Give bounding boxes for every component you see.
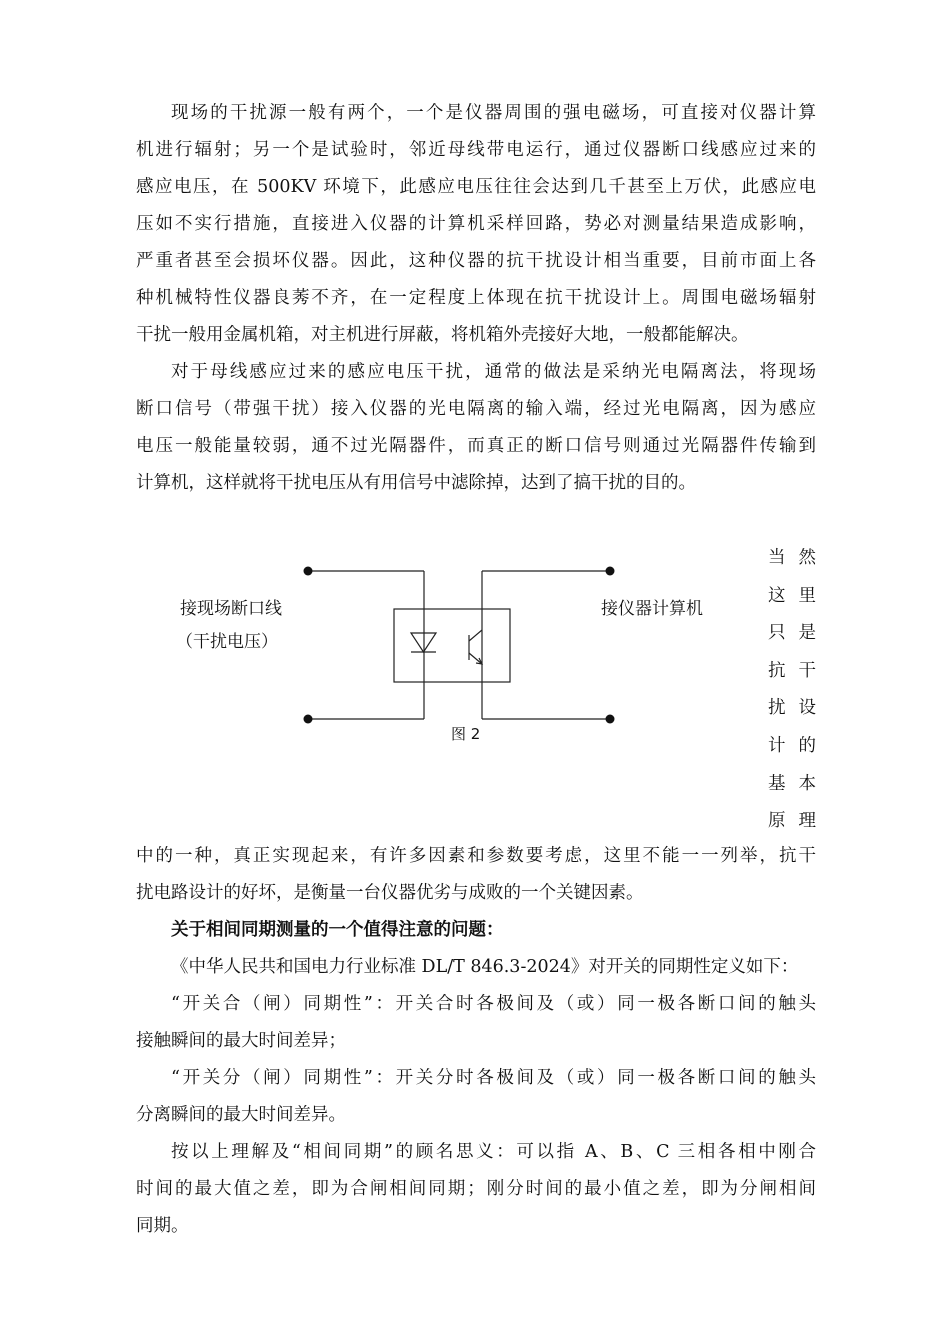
side-text-row bbox=[768, 690, 816, 728]
figure-caption: 图 2 bbox=[451, 725, 481, 743]
paragraph-closing-sync bbox=[136, 986, 816, 1060]
side-char: 然 bbox=[798, 548, 816, 568]
side-text-row bbox=[768, 766, 816, 804]
paragraph-standard bbox=[136, 949, 816, 986]
text-line: 现场的干扰源一般有两个，一个是仪器周围的强电磁场，可直接对仪器计算 bbox=[171, 103, 816, 123]
text-line: 种机械特性仪器良莠不齐，在一定程度上体现在抗干扰设计上。周围电磁场辐射 bbox=[136, 288, 816, 308]
text-line: 接触瞬间的最大时间差异； bbox=[136, 1031, 346, 1051]
text-line: 中的一种，真正实现起来，有许多因素和参数要考虑，这里不能一一列举，抗干 bbox=[136, 846, 816, 866]
text-line: “开关合（闸）同期性”：开关合时各极间及（或）同一极各断口间的触头 bbox=[171, 994, 816, 1014]
optocoupler-package bbox=[394, 609, 510, 682]
text-line: 感应电压，在 500KV 环境下，此感应电压往往会达到几千甚至上万伏，此感应电 bbox=[136, 177, 816, 197]
side-char: 计 bbox=[768, 735, 786, 756]
side-char: 的 bbox=[798, 735, 816, 756]
text-line: 对于母线感应过来的感应电压干扰，通常的做法是采纳光电隔离法，将现场 bbox=[171, 362, 816, 382]
left-label-interference: （干扰电压） bbox=[176, 632, 278, 652]
optocoupler-schematic bbox=[136, 540, 756, 840]
paragraph-interference-sources bbox=[136, 95, 816, 354]
section-heading bbox=[136, 912, 816, 949]
text-line: 分离瞬间的最大时间差异。 bbox=[136, 1105, 346, 1125]
side-char: 里 bbox=[798, 585, 816, 606]
text-line: 压如不实行措施，直接进入仪器的计算机采样回路，势必对测量结果造成影响， bbox=[136, 214, 816, 234]
side-text-row bbox=[768, 803, 816, 841]
paragraph-phase-sync bbox=[136, 1134, 816, 1245]
text-line: 严重者甚至会损坏仪器。因此，这种仪器的抗干扰设计相当重要，目前市面上各 bbox=[136, 251, 816, 271]
right-label-computer: 接仪器计算机 bbox=[601, 599, 703, 619]
terminal-dot bbox=[606, 567, 615, 576]
side-char: 这 bbox=[768, 585, 786, 606]
side-char: 基 bbox=[768, 773, 786, 794]
side-char: 扰 bbox=[768, 698, 786, 719]
side-char: 当 bbox=[768, 548, 786, 568]
text-line: 断口信号（带强干扰）接入仪器的光电隔离的输入端，经过光电隔离，因为感应 bbox=[136, 399, 816, 419]
text-line: 电压一般能量较弱，通不过光隔器件，而真正的断口信号则通过光隔器件传输到 bbox=[136, 436, 816, 456]
terminal-dot bbox=[304, 567, 313, 576]
left-label-field-line: 接现场断口线 bbox=[180, 599, 282, 619]
side-text-row bbox=[768, 540, 816, 578]
text-line: 时间的最大值之差，即为合闸相间同期；刚分时间的最小值之差，即为分闸相间 bbox=[136, 1179, 816, 1199]
text-line: 《中华人民共和国电力行业标准 DL/T 846.3-2024》对开关的同期性定义如下： bbox=[171, 957, 799, 977]
transistor-emitter bbox=[469, 653, 482, 664]
paragraph-optical-isolation bbox=[136, 354, 816, 502]
transistor-collector bbox=[469, 630, 482, 641]
paragraph-opening-sync bbox=[136, 1060, 816, 1134]
terminal-dot bbox=[606, 715, 615, 724]
side-char: 设 bbox=[798, 698, 816, 719]
text-line: “开关分（闸）同期性”：开关分时各极间及（或）同一极各断口间的触头 bbox=[171, 1068, 816, 1088]
text-line: 同期。 bbox=[136, 1216, 189, 1236]
text-line: 机进行辐射；另一个是试验时，邻近母线带电运行，通过仪器断口线感应过来的 bbox=[136, 140, 816, 160]
text-line: 扰电路设计的好坏，是衡量一台仪器优劣与成败的一个关键因素。 bbox=[136, 883, 644, 903]
side-char: 本 bbox=[798, 773, 816, 794]
figure-2-optocoupler-diagram bbox=[136, 540, 756, 840]
side-text-row bbox=[768, 578, 816, 616]
text-line: 干扰一般用金属机箱，对主机进行屏蔽，将机箱外壳接好大地，一般都能解决。 bbox=[136, 325, 749, 345]
side-char: 是 bbox=[798, 623, 816, 644]
side-char: 只 bbox=[768, 623, 786, 644]
side-char: 干 bbox=[798, 660, 816, 681]
side-text-row bbox=[768, 653, 816, 691]
side-char: 理 bbox=[798, 811, 816, 832]
side-char: 原 bbox=[768, 811, 786, 832]
paragraph-continuation bbox=[136, 838, 816, 912]
text-line: 计算机，这样就将干扰电压从有用信号中滤除掉，达到了搞干扰的目的。 bbox=[136, 473, 696, 493]
heading-text: 关于相间同期测量的一个值得注意的问题： bbox=[171, 920, 504, 940]
side-text-column bbox=[768, 540, 816, 841]
side-text-row bbox=[768, 615, 816, 653]
side-text-row bbox=[768, 728, 816, 766]
side-char: 抗 bbox=[768, 660, 786, 681]
text-line: 按以上理解及“相间同期”的顾名思义：可以指 A、B、C 三相各相中刚合 bbox=[171, 1142, 816, 1162]
terminal-dot bbox=[304, 715, 313, 724]
